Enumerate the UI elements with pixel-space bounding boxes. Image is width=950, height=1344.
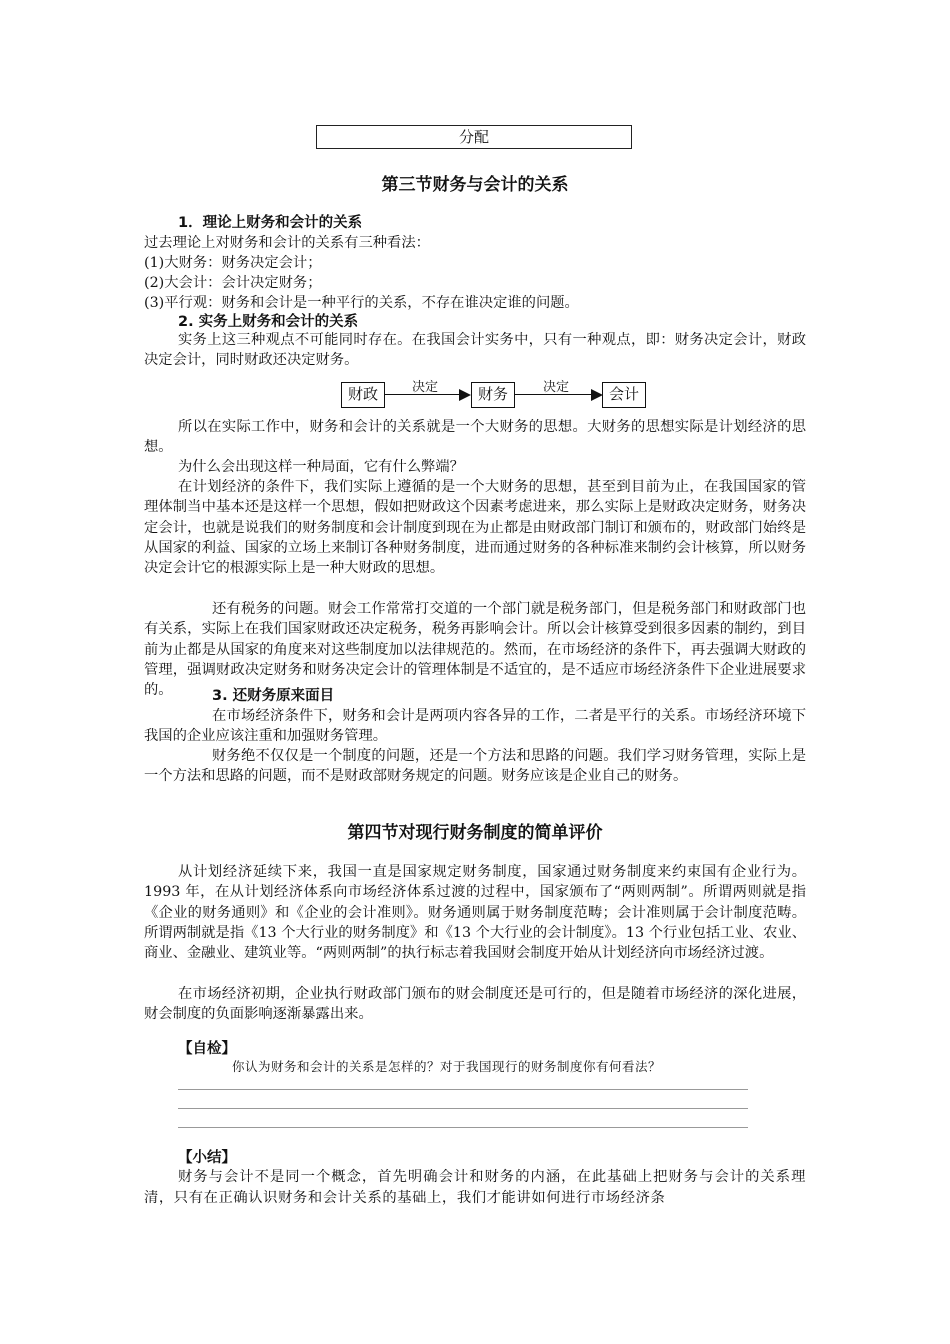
table-cell-distribution: 分配 (316, 125, 632, 149)
flow-arrow-1-head (459, 389, 471, 401)
paragraph-planned-economy: 在计划经济的条件下，我们实际上遵循的是一个大财务的思想，甚至到目前为止，在我国国家的管理体制当中基本还是这样一个思想，假如把财政这个因素考虑进来，那么实际上是财政决定财务，财务决定会计，也就是说我们的财务制度和会计制度到现在为止都是由财政部门制订和颁布的，财政部门始终是从国家的利益、国家的立场上来制订各种财务制度，进而通过财务的各种标准来制约会计核算，所以财务决定会计它的根源实际上是一种大财政的思想。 (144, 479, 806, 577)
self-check-question: 你认为财务和会计的关系是怎样的？对于我国现行的财务制度你有何看法？ (232, 1059, 662, 1074)
paragraph-big-finance: 所以在实际工作中，财务和会计的关系就是一个大财务的思想。大财务的思想实际是计划经济的思想。 (144, 419, 806, 456)
flow-arrow-1-label: 决定 (412, 380, 439, 395)
view-item-2: (2)大会计：会计决定财务； (144, 275, 322, 291)
answer-line-2[interactable] (178, 1108, 748, 1109)
flow-box-accounting: 会计 (602, 382, 646, 408)
summary-label: 【小结】 (178, 1150, 236, 1166)
summary-text: 财务与会计不是同一个概念，首先明确会计和财务的内涵，在此基础上把财务与会计的关系理清，只有在正确认识财务和会计关系的基础上，我们才能讲如何进行市场经济条 (144, 1169, 806, 1206)
view-item-3: (3)平行观：财务和会计是一种平行的关系，不存在谁决定谁的问题。 (144, 295, 579, 311)
heading-restore: 3. 还财务原来面目 (212, 688, 335, 704)
paragraph-practice: 实务上这三种观点不可能同时存在。在我国会计实务中，只有一种观点，即：财务决定会计，财政决定会计，同时财政还决定财务。 (144, 332, 806, 369)
paragraph-market: 在市场经济条件下，财务和会计是两项内容各异的工作，二者是平行的关系。市场经济环境下我国的企业应该注重和加强财务管理。 (144, 708, 806, 745)
paragraph-tax: 还有税务的问题。财会工作常常打交道的一个部门就是税务部门，但是税务部门和财政部门也有关系，实际上在我们国家财政还决定税务，税务再影响会计。所以会计核算受到很多因素的制约，到目前为止都是从国家的角度来对这些制度加以法律规范的。然而，在市场经济的条件下，再去强调大财政的管理，强调财政决定财务和财务决定会计的管理体制是不适宜的，是不适应市场经济条件下企业进展要求的。 (144, 601, 806, 699)
flow-box-finance-gov: 财政 (341, 382, 385, 408)
paragraph-method: 财务绝不仅仅是一个制度的问题，还是一个方法和思路的问题。我们学习财务管理，实际上是一个方法和思路的问题，而不是财政部财务规定的问题。财务应该是企业自己的财务。 (144, 748, 806, 785)
intro-line: 过去理论上对财务和会计的关系有三种看法： (144, 235, 430, 251)
paragraph-early-market: 在市场经济初期，企业执行财政部门颁布的财会制度还是可行的，但是随着市场经济的深化进展，财会制度的负面影响逐渐暴露出来。 (144, 986, 806, 1023)
answer-line-1[interactable] (178, 1089, 748, 1090)
self-check-label: 【自检】 (178, 1041, 236, 1057)
view-item-1: (1)大财务：财务决定会计； (144, 255, 322, 271)
paragraph-two-rules: 从计划经济延续下来，我国一直是国家规定财务制度，国家通过财务制度来约束国有企业行为。1993 年，在从计划经济体系向市场经济体系过渡的过程中，国家颁布了“两则两制”。所谓两则就是指《企业的财务通则》和《企业的会计准则》。财务通则属于财务制度范畴；会计准则属于会计制度范畴。所谓两制就是指《13 个大行业的财务制度》和《13 个大行业的会计制度》。13 个行业包括工业、农业、商业、金融业、建筑业等。“两则两制”的执行标志着我国财会制度开始从计划经济向市场经济过渡。 (144, 864, 806, 962)
paragraph-question: 为什么会出现这样一种局面，它有什么弊端？ (178, 459, 464, 475)
heading-theory: 1．理论上财务和会计的关系 (178, 215, 363, 231)
section3-title: 第三节财务与会计的关系 (381, 175, 569, 195)
answer-line-3[interactable] (178, 1127, 748, 1128)
section4-title: 第四节对现行财务制度的简单评价 (347, 823, 603, 843)
flow-box-finance: 财务 (471, 382, 515, 408)
heading-practice: 2. 实务上财务和会计的关系 (178, 314, 359, 330)
flow-arrow-2-label: 决定 (543, 380, 570, 395)
